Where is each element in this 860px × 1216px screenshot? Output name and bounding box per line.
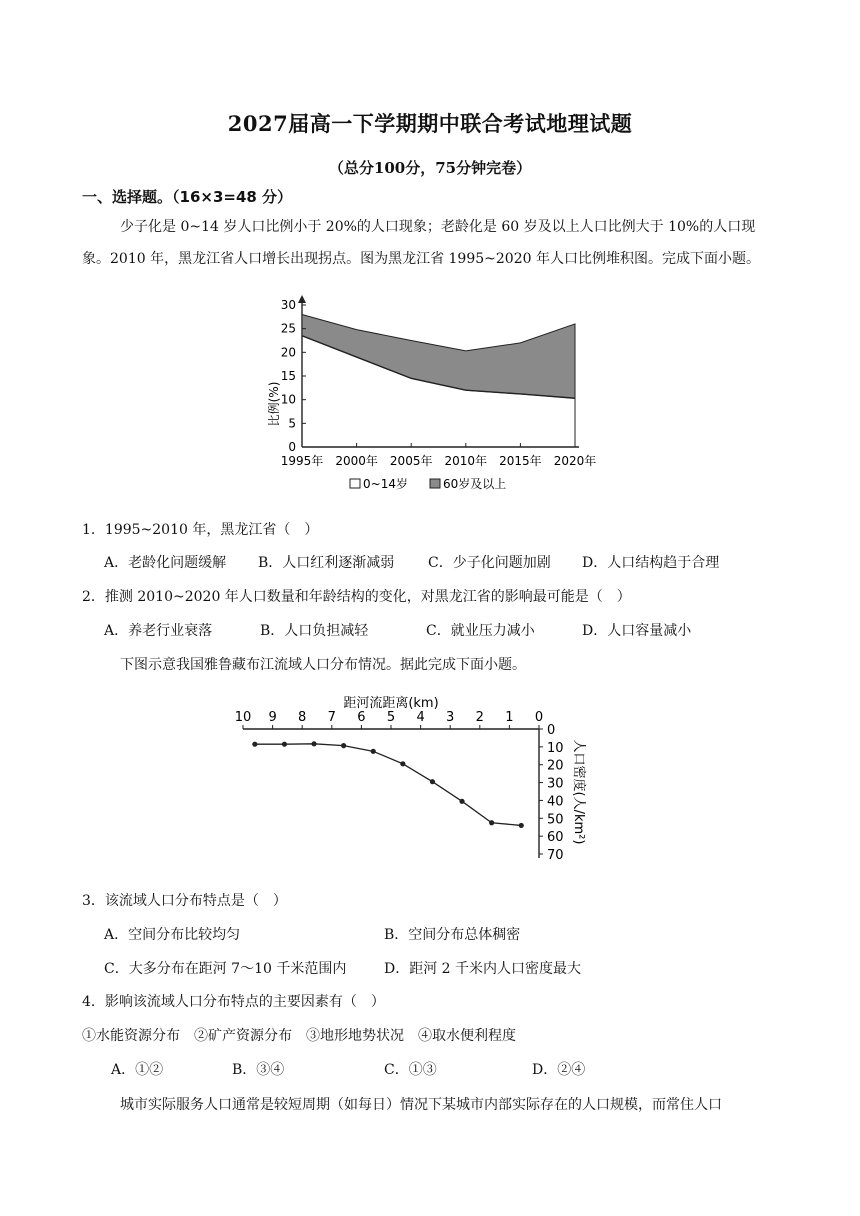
area-60plus xyxy=(302,314,575,398)
chart1-plot xyxy=(302,314,575,447)
legend-label-60plus: 60岁及以上 xyxy=(443,477,507,491)
x-tick-label: 2020年 xyxy=(553,454,597,468)
q2-stem: 2．推测 2010~2020 年人口数量和年龄结构的变化，对黑龙江省的影响最可能是（ ） xyxy=(82,589,631,605)
y-tick-label: 5 xyxy=(288,416,296,431)
population-density-chart xyxy=(225,690,605,870)
y-tick-label: 50 xyxy=(547,812,564,828)
q3-option-a[interactable]: A．空间分布比较均匀 xyxy=(104,927,241,943)
population-ratio-chart xyxy=(267,290,610,500)
q4-option-d[interactable]: D．②④ xyxy=(532,1062,586,1078)
legend-swatch-60plus xyxy=(430,479,440,488)
q4-option-a[interactable]: A．①② xyxy=(111,1062,164,1078)
x-tick-label: 1995年 xyxy=(280,454,324,468)
x-tick-label: 2 xyxy=(475,710,484,725)
density-line xyxy=(255,744,521,826)
q2-option-a[interactable]: A．养老行业衰落 xyxy=(104,623,213,639)
chart1-ylabel: 比例(%) xyxy=(267,381,281,427)
q1-option-c[interactable]: C．少子化问题加剧 xyxy=(428,555,551,571)
passage2: 下图示意我国雅鲁藏布江流域人口分布情况。据此完成下面小题。 xyxy=(120,657,526,673)
exam-title: 2027届高一下学期期中联合考试地理试题 xyxy=(227,111,633,136)
density-point xyxy=(459,799,464,804)
x-tick-label: 3 xyxy=(446,710,455,725)
x-tick-label: 7 xyxy=(327,710,336,725)
passage1-line2: 象。2010 年，黑龙江省人口增长出现拐点。图为黑龙江省 1995~2020 年人口比例堆积图。完成下面小题。 xyxy=(82,251,760,267)
x-tick-label: 6 xyxy=(357,710,366,725)
density-point xyxy=(252,742,257,747)
passage1-line1: 少子化是 0~14 岁人口比例小于 20%的人口现象；老龄化是 60 岁及以上人口比例大于 10%的人口现 xyxy=(120,219,756,235)
density-point xyxy=(489,820,494,825)
y-tick-label: 20 xyxy=(547,758,564,774)
x-tick-label: 2010年 xyxy=(444,454,488,468)
q2-option-d[interactable]: D．人口容量减小 xyxy=(582,623,692,639)
density-point xyxy=(282,742,287,747)
y-tick-label: 10 xyxy=(547,740,564,756)
q1-stem: 1．1995~2010 年，黑龙江省（ ） xyxy=(82,522,319,538)
y-tick-label: 0 xyxy=(547,723,556,738)
q1-option-a[interactable]: A．老龄化问题缓解 xyxy=(104,555,227,571)
chart2-xlabel: 距河流距离(km) xyxy=(343,696,439,711)
q4-option-b[interactable]: B．③④ xyxy=(232,1062,285,1078)
density-point xyxy=(311,741,316,746)
y-tick-label: 70 xyxy=(547,848,564,863)
density-point xyxy=(371,749,376,754)
q1-option-b[interactable]: B．人口红利逐渐减弱 xyxy=(258,555,395,571)
q3-option-d[interactable]: D．距河 2 千米内人口密度最大 xyxy=(384,961,582,977)
passage3: 城市实际服务人口通常是较短周期（如每日）情况下某城市内部实际存在的人口规模，而常住人口 xyxy=(120,1097,722,1113)
legend-swatch-0-14 xyxy=(350,479,360,488)
section-heading: 一、选择题。（16×3=48 分） xyxy=(82,188,293,206)
q2-option-b[interactable]: B．人口负担减轻 xyxy=(260,623,369,639)
legend-label-0-14: 0~14岁 xyxy=(363,477,408,491)
y-tick-label: 30 xyxy=(280,298,296,312)
chart2-axes xyxy=(243,729,539,858)
chart2-ticks xyxy=(235,710,564,863)
q3-option-c[interactable]: C．大多分布在距河 7～10 千米范围内 xyxy=(104,961,347,977)
chart2-ylabel: 人口密度(人/km²) xyxy=(571,739,586,845)
x-tick-label: 5 xyxy=(386,710,396,725)
q3-option-b[interactable]: B．空间分布总体稠密 xyxy=(384,927,521,943)
q4-stem: 4．影响该流域人口分布特点的主要因素有（ ） xyxy=(82,994,385,1010)
y-tick-label: 10 xyxy=(280,392,296,407)
q1-option-d[interactable]: D．人口结构趋于合理 xyxy=(582,555,720,571)
x-tick-label: 4 xyxy=(416,710,425,725)
x-tick-label: 9 xyxy=(268,710,277,725)
density-point xyxy=(341,743,346,748)
y-tick-label: 60 xyxy=(547,830,564,846)
y-tick-label: 30 xyxy=(547,776,564,792)
chart2-plot xyxy=(252,741,524,828)
density-point xyxy=(519,823,524,828)
y-tick-label: 40 xyxy=(547,794,564,810)
y-tick-label: 15 xyxy=(280,369,296,383)
density-point xyxy=(400,761,405,766)
q3-stem: 3．该流域人口分布特点是（ ） xyxy=(82,893,287,909)
x-tick-label: 1 xyxy=(505,710,514,725)
x-tick-label: 8 xyxy=(298,710,307,725)
y-tick-label: 20 xyxy=(280,345,296,360)
exam-subtitle: （总分100分，75分钟完卷） xyxy=(328,159,532,177)
density-point xyxy=(430,779,435,784)
x-tick-label: 2000年 xyxy=(335,454,378,468)
y-axis-arrow xyxy=(298,295,306,303)
y-tick-label: 25 xyxy=(280,321,296,336)
q4-items: ①水能资源分布 ②矿产资源分布 ③地形地势状况 ④取水便利程度 xyxy=(82,1028,516,1044)
x-tick-label: 2015年 xyxy=(499,454,542,468)
x-tick-label: 2005年 xyxy=(389,454,433,468)
y-tick-label: 0 xyxy=(288,440,296,454)
x-tick-label: 0 xyxy=(534,710,544,725)
q4-option-c[interactable]: C．①③ xyxy=(384,1062,437,1078)
chart1-legend xyxy=(350,476,506,491)
x-tick-label: 10 xyxy=(234,710,252,725)
q2-option-c[interactable]: C．就业压力减小 xyxy=(426,623,535,639)
